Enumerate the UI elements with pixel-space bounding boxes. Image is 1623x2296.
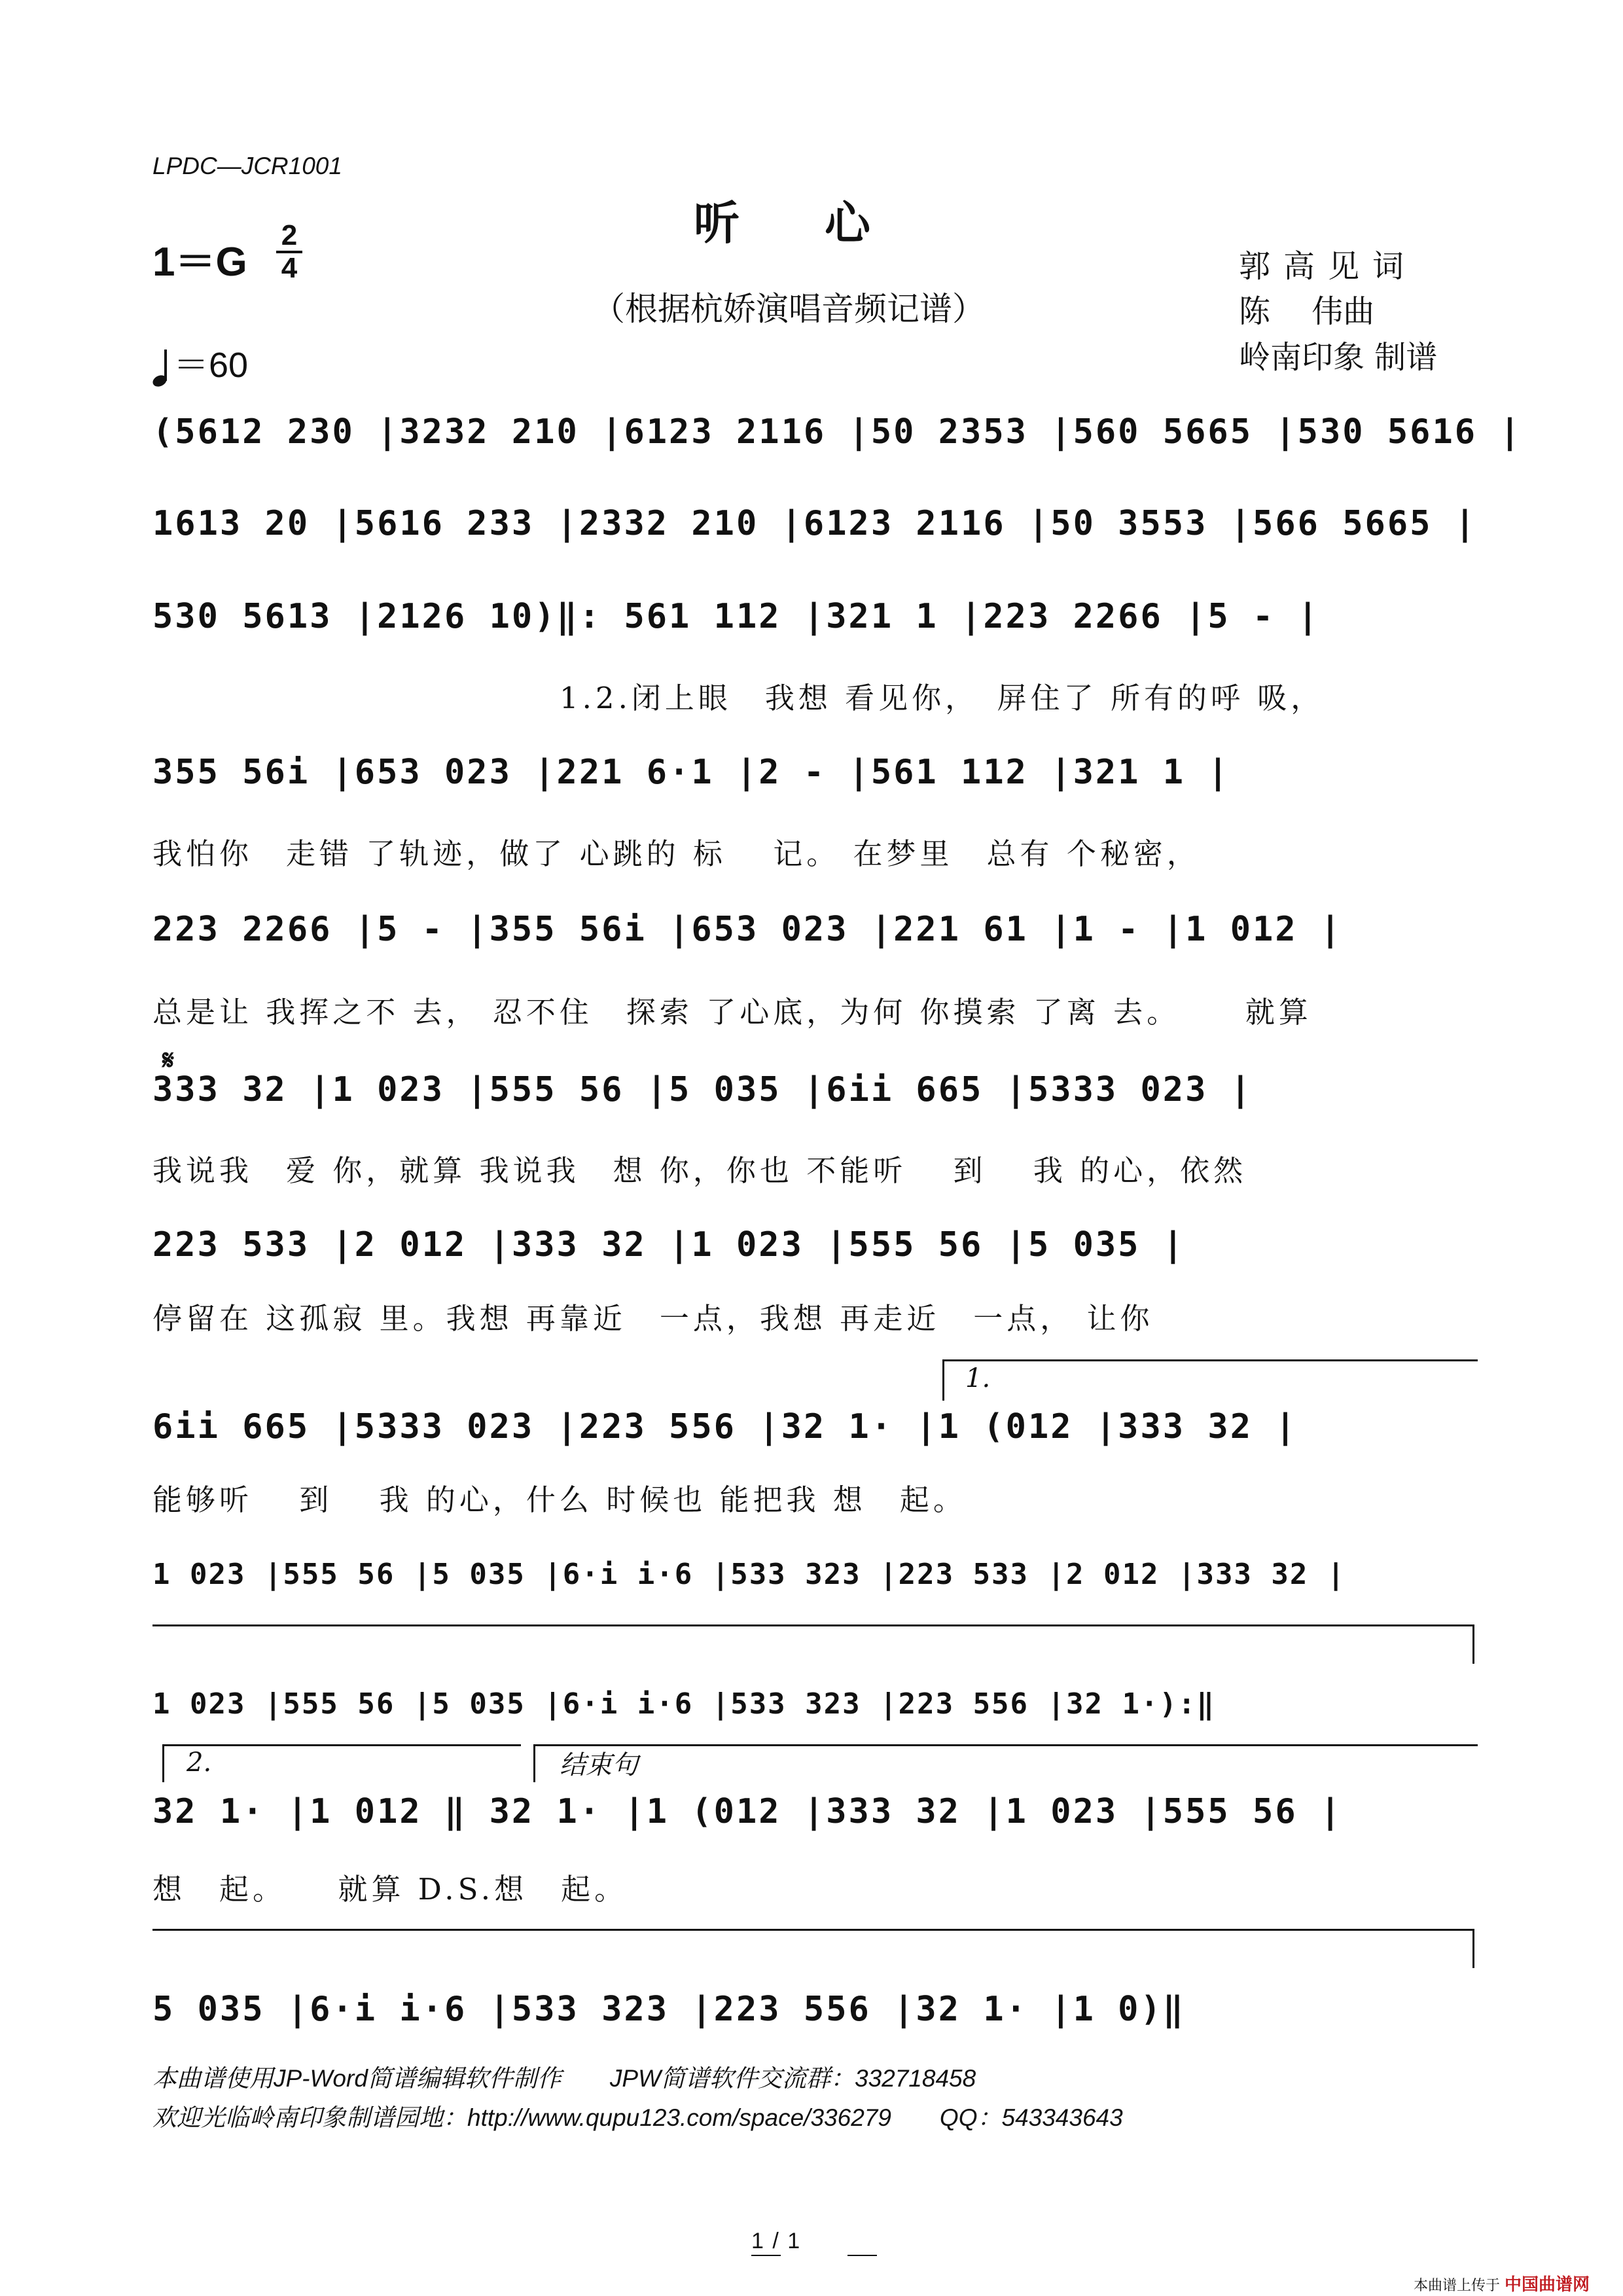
upload-watermark xyxy=(1414,2271,1590,2295)
time-signature xyxy=(275,221,304,283)
tempo-marking xyxy=(152,337,248,387)
staff-line-10: 1 023 |555 56 |5 035 |6·i i·6 |533 323 |223 556 |32 1·):‖ xyxy=(152,1687,1215,1721)
arranger-credit: 岭南印象 制谱 xyxy=(1239,339,1438,376)
lyric-line-3: 1.2.闭上眼 我想 看见你， 屏住了 所有的呼 吸， xyxy=(560,681,1325,715)
lyric-line-6: 我说我 爱 你，就算 我说我 想 你，你也 不能听 到 我 的心，依然 xyxy=(152,1153,1247,1188)
staff-line-7: 223 533 |2 012 |333 32 |1 023 |555 56 |5 035 | xyxy=(152,1225,1186,1265)
staff-line-12: 5 035 |6·i i·6 |533 323 |223 556 |32 1· |1 0)‖ xyxy=(152,1990,1186,2029)
lyric-line-7: 停留在 这孤寂 里。我想 再靠近 一点，我想 再走近 一点， 让你 xyxy=(152,1301,1154,1336)
lyric-line-8: 能够听 到 我 的心，什么 时候也 能把我 想 起。 xyxy=(152,1482,967,1517)
staff-line-11: 32 1· |1 012 ‖ 32 1· |1 (012 |333 32 |1 023 |555 56 | xyxy=(152,1792,1343,1831)
staff-line-8: 6ii 665 |5333 023 |223 556 |32 1· |1 (012 |333 32 | xyxy=(152,1407,1298,1446)
lyric-line-4: 我怕你 走错 了轨迹，做了 心跳的 标 记。 在梦里 总有 个秘密， xyxy=(152,836,1200,871)
upload-note: 本曲谱上传于 xyxy=(1414,2278,1501,2294)
lyricist-credit: 郭高见词 xyxy=(1239,248,1418,285)
volta-1-label: 1. xyxy=(965,1363,991,1393)
continuation-rule-end xyxy=(1472,1624,1474,1664)
ending-bracket xyxy=(533,1744,1478,1782)
lyric-line-11: 想 起。 就算 D.S.想 起。 xyxy=(152,1872,628,1907)
continuation-rule-2 xyxy=(152,1929,1474,1931)
lyric-line-5: 总是让 我挥之不 去， 忍不住 探索 了心底，为何 你摸索 了离 去。 就算 xyxy=(152,995,1312,1030)
tempo-value: ＝60 xyxy=(173,346,249,385)
score-code: LPDC—JCR1001 xyxy=(152,152,342,179)
page-underline-left xyxy=(751,2255,781,2256)
segno-sign: 𝄋 xyxy=(162,1044,175,1076)
staff-line-3: 530 5613 |2126 10)‖: 561 112 |321 1 |223 2266 |5 - | xyxy=(152,597,1320,636)
composer-credit: 陈 伟曲 xyxy=(1239,293,1375,330)
page-underline-right xyxy=(847,2255,877,2256)
ending-label: 结束句 xyxy=(560,1750,638,1780)
staff-line-4: 355 56i |653 023 |221 6·1 |2 - |561 112 |321 1 | xyxy=(152,753,1230,792)
staff-line-9: 1 023 |555 56 |5 035 |6·i i·6 |533 323 |223 533 |2 012 |333 32 | xyxy=(152,1558,1346,1591)
key-signature: 1＝G xyxy=(152,240,247,285)
footer-website-note: 欢迎光临岭南印象制谱园地：http://www.qupu123.com/space/336279 QQ：543343643 xyxy=(152,2104,1123,2131)
staff-line-6: 333 32 |1 023 |555 56 |5 035 |6ii 665 |5333 023 | xyxy=(152,1070,1253,1109)
time-signature-numerator: 2 xyxy=(281,219,298,251)
volta-2-bracket xyxy=(162,1744,521,1782)
staff-line-5: 223 2266 |5 - |355 56i |653 023 |221 61 |1 - |1 012 | xyxy=(152,910,1343,949)
page-number: 1 / 1 xyxy=(751,2229,802,2253)
quarter-note-icon xyxy=(152,350,168,387)
page-title: 听心 xyxy=(694,196,955,250)
continuation-rule-2-end xyxy=(1472,1929,1474,1968)
footer-software-note: 本曲谱使用JP-Word简谱编辑软件制作 JPW简谱软件交流群：332718458 xyxy=(152,2065,976,2092)
site-logo: 中国曲谱网 xyxy=(1505,2275,1590,2295)
volta-2-label: 2. xyxy=(187,1748,212,1778)
staff-line-1: (5612 230 |3232 210 |6123 2116 |50 2353 |560 5665 |530 5616 | xyxy=(152,412,1522,452)
volta-1-bracket xyxy=(942,1359,1478,1401)
continuation-rule xyxy=(152,1624,1474,1626)
staff-line-2: 1613 20 |5616 233 |2332 210 |6123 2116 |50 3553 |566 5665 | xyxy=(152,504,1478,543)
time-signature-denominator: 4 xyxy=(281,252,298,284)
subtitle: （根据杭娇演唱音频记谱） xyxy=(592,290,985,328)
